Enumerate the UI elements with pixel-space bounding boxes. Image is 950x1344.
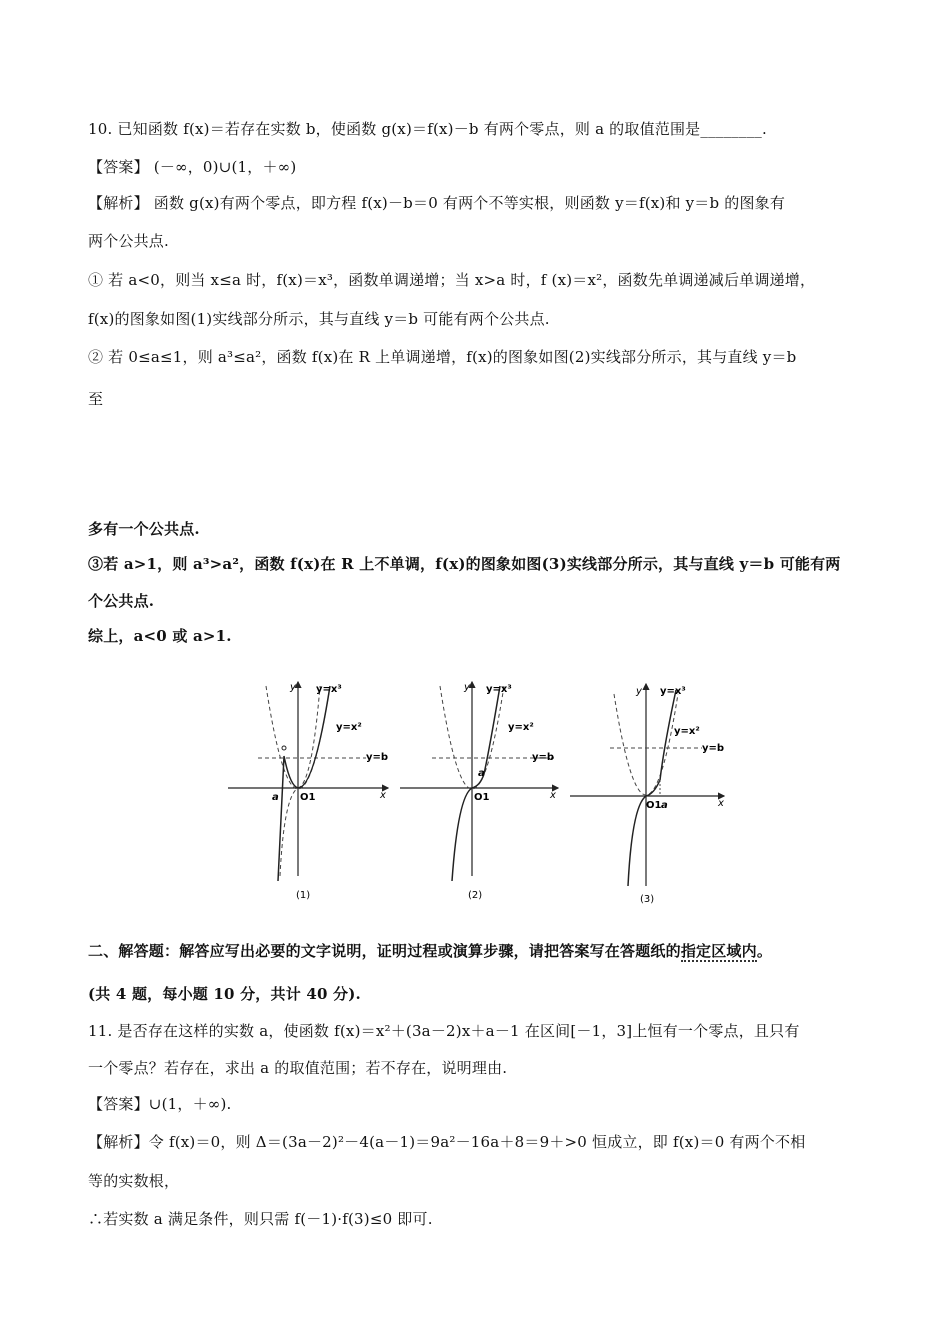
section2-heading-dotted: 指定区域内 (680, 942, 757, 960)
graph2-cube-label: y=x³ (486, 684, 512, 695)
graph2-a-label: a (478, 768, 485, 779)
graph-3 (570, 684, 724, 905)
q10-case1-line2: f(x)的图象如图(1)实线部分所示，其与直线 y＝b 可能有两个公共点. (88, 310, 550, 328)
graph1-square-label: y=x² (336, 722, 362, 733)
graph1-b-label: y=b (366, 752, 389, 763)
function-graphs-figure (228, 676, 728, 916)
q10-question: 10. 已知函数 f(x)＝若存在实数 b，使函数 g(x)＝f(x)－b 有两个零点，则 a 的取值范围是________. (88, 120, 767, 138)
graph1-cube-label: y=x³ (316, 684, 342, 695)
graph1-solid-curve (278, 686, 330, 881)
graph3-a-label: a (661, 800, 668, 811)
graph1-caption: (1) (296, 890, 311, 901)
graph3-origin-label: O1 (646, 800, 662, 811)
q10-case3-line1: ③若 a>1，则 a³>a²，函数 f(x)在 R 上不单调，f(x)的图象如图(3)实线部分所示，其与直线 y＝b 可能有两 (88, 555, 841, 573)
section2-heading-main: 二、解答题：解答应写出必要的文字说明，证明过程或演算步骤，请把答案写在答题纸的 (88, 942, 681, 960)
graph2-y-label: y (464, 682, 470, 693)
q10-case2-line3: 多有一个公共点. (88, 520, 200, 538)
graph-2 (400, 682, 558, 901)
q10-case2-line1: ② 若 0≤a≤1，则 a³≤a²，函数 f(x)在 R 上单调递增，f(x)的图象如图(2)实线部分所示，其与直线 y＝b (88, 348, 797, 366)
q10-analysis-line2: 两个公共点. (88, 232, 169, 250)
graph3-y-label: y (636, 686, 642, 697)
q11-answer: 【答案】∪(1，＋∞). (88, 1095, 232, 1113)
graph1-open-point (282, 746, 286, 750)
graph2-origin-label: O1 (474, 792, 490, 803)
q10-answer: 【答案】 (－∞，0)∪(1，＋∞) (88, 158, 297, 176)
graph3-b-label: y=b (702, 743, 725, 754)
q11-analysis-line2: 等的实数根， (88, 1172, 180, 1190)
q11-line1: 11. 是否存在这样的实数 a，使函数 f(x)＝x²＋(3a－2)x＋a－1 在区间[－1，3]上恒有一个零点，且只有 (88, 1022, 800, 1040)
graph2-caption: (2) (468, 890, 483, 901)
q11-analysis-line3: ∴若实数 a 满足条件，则只需 f(－1)·f(3)≤0 即可. (88, 1210, 433, 1228)
q10-analysis-line1: 【解析】 函数 g(x)有两个零点，即方程 f(x)－b＝0 有两个不等实根，则函数 y＝f(x)和 y＝b 的图象有 (88, 194, 786, 212)
graph1-a-label: a (272, 792, 279, 803)
graph2-square-label: y=x² (508, 722, 534, 733)
graph3-x-label: x (718, 798, 724, 809)
graph-1 (228, 682, 388, 901)
q10-case1-line1: ① 若 a<0，则当 x≤a 时，f(x)＝x³，函数单调递增；当 x>a 时，f (x)＝x²，函数先单调递减后单调递增， (88, 271, 816, 289)
graph2-b-label: y=b (532, 752, 555, 763)
graph1-origin-label: O1 (300, 792, 316, 803)
q11-line2: 一个零点？若存在，求出 a 的取值范围；若不存在，说明理由. (88, 1059, 508, 1077)
graph2-solid-curve (452, 686, 500, 881)
graphs-svg (228, 676, 728, 916)
graph3-solid-curve (628, 690, 676, 886)
graph1-x-label: x (380, 790, 386, 801)
section2-heading (88, 940, 772, 961)
q10-case2-line2: 至 (88, 390, 104, 408)
graph3-cube-label: y=x³ (660, 686, 686, 697)
graph1-y-label: y (290, 682, 296, 693)
section2-heading-end: 。 (756, 942, 773, 960)
q11-analysis-line1: 【解析】令 f(x)＝0，则 Δ＝(3a－2)²－4(a－1)＝9a²－16a＋8＝9＋>0 恒成立，即 f(x)＝0 有两个不相 (88, 1133, 806, 1151)
q10-conclusion: 综上，a<0 或 a>1. (88, 627, 232, 645)
graph3-square-label: y=x² (674, 726, 700, 737)
graph1-cubic-dashed (280, 686, 320, 876)
q10-case3-line2: 个公共点. (88, 592, 155, 610)
section2-subheading: (共 4 题，每小题 10 分，共计 40 分). (88, 985, 361, 1003)
graph3-caption: (3) (640, 894, 655, 905)
graph2-x-label: x (550, 790, 556, 801)
